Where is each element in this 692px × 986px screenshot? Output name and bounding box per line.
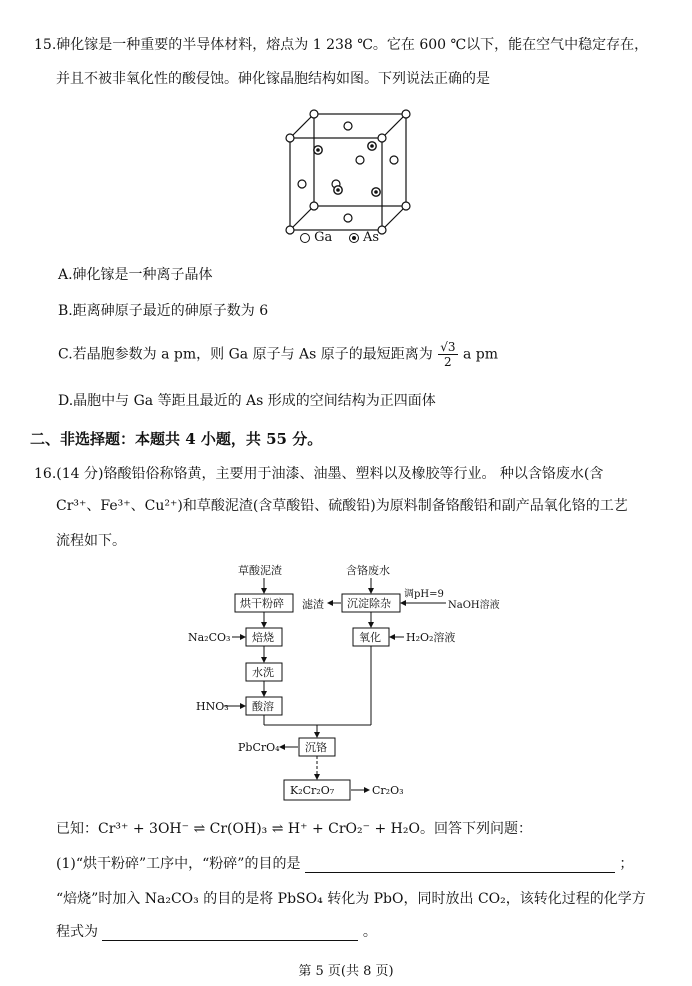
- q16-sub1b: “焙烧”时加入 Na₂CO₃ 的目的是将 PbSO₄ 转化为 PbO，同时放出 CO₂，该转化过程的化学方: [56, 891, 646, 907]
- q16-line1: 16.(14 分)铬酸铅俗称铬黄，主要用于油漆、油墨、塑料以及橡胶等行业。 种以含铬废水(含: [34, 466, 604, 482]
- tiao-ph-label: 调pH=9: [404, 589, 444, 600]
- k2cr2o7-label: K₂Cr₂O₇: [290, 784, 335, 797]
- chenge-label: 沉铬: [305, 741, 327, 754]
- suanrong-label: 酸溶: [252, 700, 274, 713]
- option-c-fraction: [438, 340, 457, 369]
- ga-legend-icon: [300, 233, 310, 243]
- na2co3-label: Na₂CO₃: [188, 631, 231, 644]
- q15-option-a: A.砷化镓是一种离子晶体: [58, 267, 213, 283]
- lvzha-label: 滤渣: [302, 598, 324, 611]
- caosuan-label: 草酸泥渣: [238, 564, 282, 577]
- hongan-label: 烘干粉碎: [240, 597, 284, 610]
- ga-legend-label: Ga: [314, 230, 333, 245]
- q16-sub1c: [56, 921, 377, 941]
- known-equation: 已知：Cr³⁺ + 3OH⁻ ⇌ Cr(OH)₃ ⇌ H⁺ + CrO₂⁻ + H₂O。回答下列问题：: [56, 821, 532, 837]
- h2o2-label: H₂O₂溶液: [406, 631, 456, 644]
- chendian-label: 沉淀除杂: [347, 597, 391, 610]
- option-c-denominator: 2: [444, 355, 452, 369]
- sub1-text: (1)“烘干粉碎”工序中，“粉碎”的目的是: [56, 856, 301, 872]
- sub1c-end: 。: [362, 924, 377, 940]
- option-c-suffix: a pm: [462, 346, 499, 363]
- hno3-label: HNO₃: [196, 700, 229, 713]
- shuixi-label: 水洗: [252, 666, 274, 679]
- sub1c-text: 程式为: [56, 924, 98, 940]
- hanlu-label: 含铬废水: [346, 564, 390, 577]
- as-legend-icon: [349, 233, 359, 243]
- sub1c-answer-blank[interactable]: [102, 926, 358, 941]
- process-flow-diagram: [180, 560, 530, 810]
- q16-line3: 流程如下。: [56, 533, 126, 549]
- option-c-text: C.若晶胞参数为 a pm，则 Ga 原子与 As 原子的最短距离为: [58, 346, 433, 363]
- as-legend-label: As: [362, 230, 380, 245]
- sub1-answer-blank[interactable]: [305, 858, 615, 873]
- pbcro4-label: PbCrO₄: [238, 741, 280, 754]
- yanghua-label: 氧化: [359, 631, 381, 644]
- beishao-label: 焙烧: [252, 631, 274, 644]
- q15-option-b: B.距离砷原子最近的砷原子数为 6: [58, 303, 269, 319]
- q15-line1: 15.砷化镓是一种重要的半导体材料，熔点为 1 238 ℃。它在 600 ℃以下，能在空气中稳定存在，: [34, 37, 649, 53]
- q15-option-c: [58, 340, 498, 369]
- naoh-label: NaOH溶液: [448, 600, 500, 611]
- figure-legend: [300, 230, 379, 245]
- q15-option-d: D.晶胞中与 Ga 等距且最近的 As 形成的空间结构为正四面体: [58, 393, 436, 409]
- option-c-numerator: √3: [440, 340, 456, 354]
- q16-line2: Cr³⁺、Fe³⁺、Cu²⁺)和草酸泥渣(含草酸铅、硫酸铅)为原料制备铬酸铅和副产品氧化铬的工艺: [56, 498, 628, 514]
- sub1-end: ；: [619, 856, 634, 872]
- section-heading: 二、非选择题：本题共 4 小题，共 55 分。: [30, 430, 323, 448]
- q16-sub1: [56, 853, 633, 873]
- cr2o3-label: Cr₂O₃: [372, 784, 404, 797]
- q15-line2: 并且不被非氧化性的酸侵蚀。砷化镓晶胞结构如图。下列说法正确的是: [56, 71, 490, 87]
- page-footer: 第 5 页(共 8 页): [298, 964, 394, 979]
